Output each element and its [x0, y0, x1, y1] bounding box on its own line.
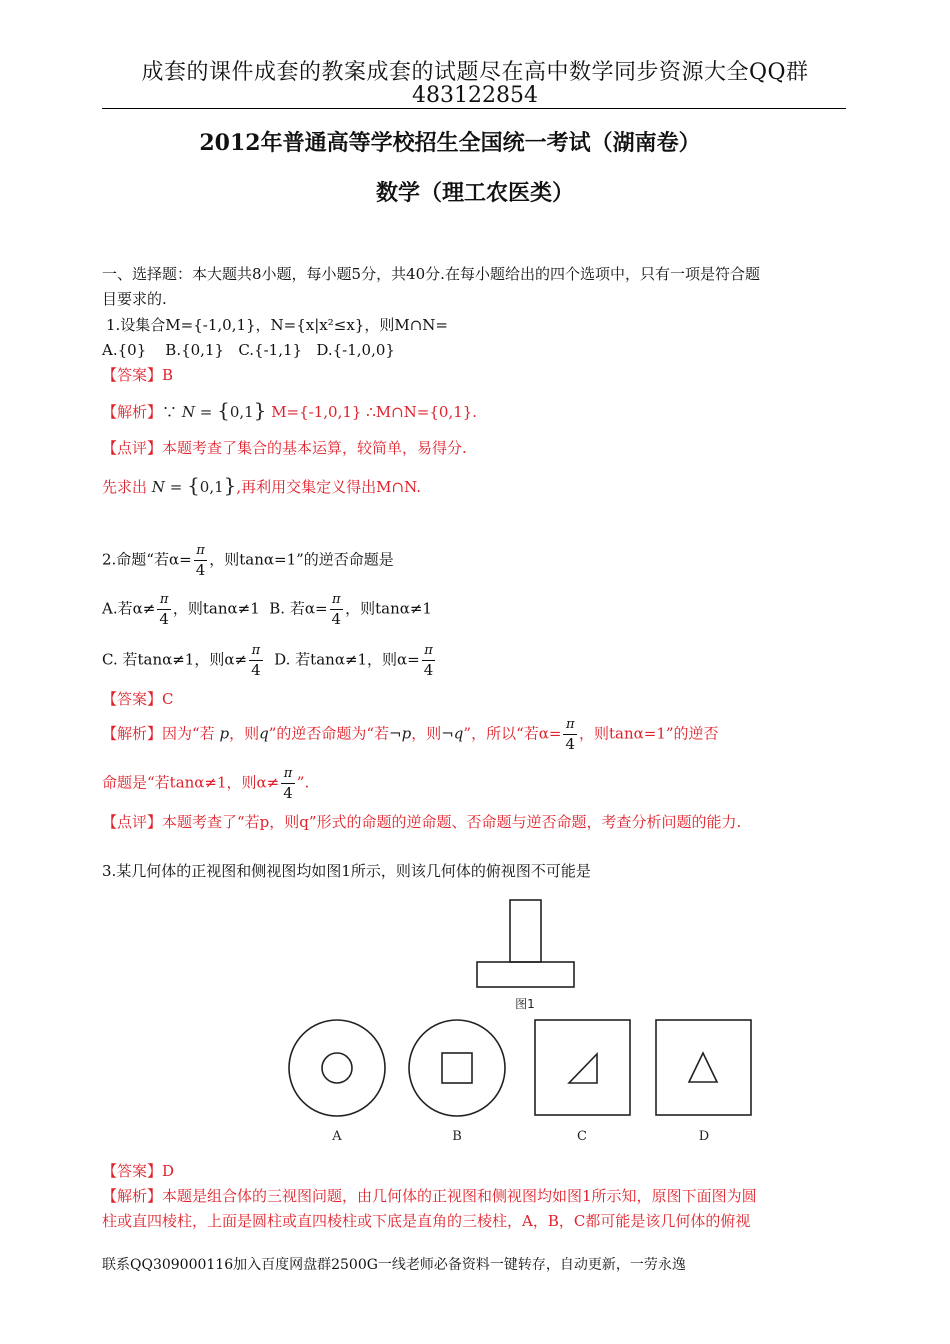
option-b-outer-circle	[409, 1020, 505, 1116]
q1-extra: 先求出 N = {0,1},再利用交集定义得出M∩N.	[102, 473, 422, 497]
q1-options: A.{0} B.{0,1} C.{-1,1} D.{-1,0,0}	[102, 341, 395, 359]
comment-text: 本题考查了集合的基本运算，较简单，易得分.	[162, 439, 467, 457]
q3-stem: 3.某几何体的正视图和侧视图均如图1所示，则该几何体的俯视图不可能是	[102, 862, 591, 880]
set-n-value: 0,1	[229, 403, 254, 421]
q1-stem: 1.设集合M={-1,0,1}，N={x|x²≤x}，则M∩N=	[106, 316, 448, 334]
header-divider	[102, 108, 846, 109]
q2-comment: 【点评】本题考查了“若p，则q”形式的命题的逆命题、否命题与逆否命题，考查分析问题的能力.	[102, 813, 742, 831]
option-d-triangle	[689, 1053, 717, 1082]
fraction-pi-over-4: $\frac{\pi}{4}$	[423, 643, 434, 679]
q3-analysis-line2: 柱或直四棱柱，上面是圆柱或直四棱柱或下底是直角的三棱柱，A，B，C都可能是该几何体的俯视	[102, 1212, 751, 1230]
q2-analysis-line1: 【解析】因为“若 p，则q”的逆否命题为“若¬p，则¬q”，所以“若α= $\frac{\pi}{4}$ ，则tanα=1”的逆否	[102, 717, 719, 753]
set-n-symbol: N	[181, 403, 195, 421]
answer-value: B	[162, 366, 174, 384]
option-a-outer-circle	[289, 1020, 385, 1116]
figure-caption: 图1	[515, 997, 535, 1011]
q2-options-ab: A.若α≠ $\frac{\pi}{4}$ ，则tanα≠1 B. 若α= $\frac{\pi}{4}$ ，则tanα≠1	[102, 592, 432, 628]
q2-answer: 【答案】C	[102, 690, 174, 708]
q3-figure	[285, 890, 755, 1150]
header-qq-number: 483122854	[412, 83, 538, 108]
option-d-square	[656, 1020, 751, 1115]
q3-analysis-line1: 【解析】本题是组合体的三视图问题，由几何体的正视图和侧视图均如图1所示知，原图下面图为圆	[102, 1187, 757, 1205]
front-view-base	[477, 962, 574, 987]
q1-analysis: 【解析】∵ N = {0,1} M={-1,0,1} ∴M∩N={0,1}.	[102, 398, 478, 422]
answer-label: 【答案】	[102, 366, 163, 384]
analysis-text: M={-1,0,1} ∴M∩N={0,1}.	[271, 403, 478, 421]
option-c-square	[535, 1020, 630, 1115]
fraction-pi-over-4: $\frac{\pi}{4}$	[195, 543, 206, 579]
q2-options-cd: C. 若tanα≠1，则α≠ $\frac{\pi}{4}$ D. 若tanα≠1，则α= $\frac{\pi}{4}$	[102, 643, 434, 679]
q1-comment	[102, 436, 467, 460]
footer-note: 联系QQ309000116加入百度网盘群2500G一线老师必备资料一键转存，自动更新，一劳永逸	[102, 1257, 686, 1273]
option-b-inner-square	[442, 1053, 472, 1083]
label-a: A	[332, 1129, 342, 1144]
section-instructions-line1: 一、选择题：本大题共8小题，每小题5分，共40分.在每小题给出的四个选项中，只有一项是符合题	[102, 265, 760, 283]
q3-answer: 【答案】D	[102, 1162, 175, 1180]
q2-stem: 2.命题“若α= $\frac{\pi}{4}$ ，则tanα=1”的逆否命题是	[102, 543, 394, 579]
fraction-pi-over-4: $\frac{\pi}{4}$	[565, 717, 575, 753]
exam-subtitle: 数学（理工农医类）	[375, 180, 574, 206]
fraction-pi-over-4: $\frac{\pi}{4}$	[331, 592, 342, 628]
analysis-label: 【解析】	[102, 403, 163, 421]
front-view-top	[510, 900, 541, 962]
q2-analysis-line2: 命题是“若tanα≠1，则α≠ $\frac{\pi}{4}$ ”.	[102, 766, 310, 802]
fraction-pi-over-4: $\frac{\pi}{4}$	[251, 643, 261, 679]
fraction-pi-over-4: $\frac{\pi}{4}$	[159, 592, 169, 628]
label-d: D	[698, 1129, 710, 1144]
label-c: C	[577, 1129, 587, 1144]
option-a-inner-circle	[322, 1053, 352, 1083]
header-banner: 成套的课件成套的教案成套的试题尽在高中数学同步资源大全QQ群	[141, 60, 809, 85]
exam-title: 2012年普通高等学校招生全国统一考试（湖南卷）	[199, 130, 701, 156]
label-b: B	[452, 1129, 462, 1144]
section-instructions-line2: 目要求的.	[102, 290, 167, 308]
option-c-right-triangle	[569, 1054, 597, 1083]
comment-label: 【点评】	[102, 439, 163, 457]
q1-answer	[102, 363, 173, 387]
fraction-pi-over-4: $\frac{\pi}{4}$	[283, 766, 293, 802]
